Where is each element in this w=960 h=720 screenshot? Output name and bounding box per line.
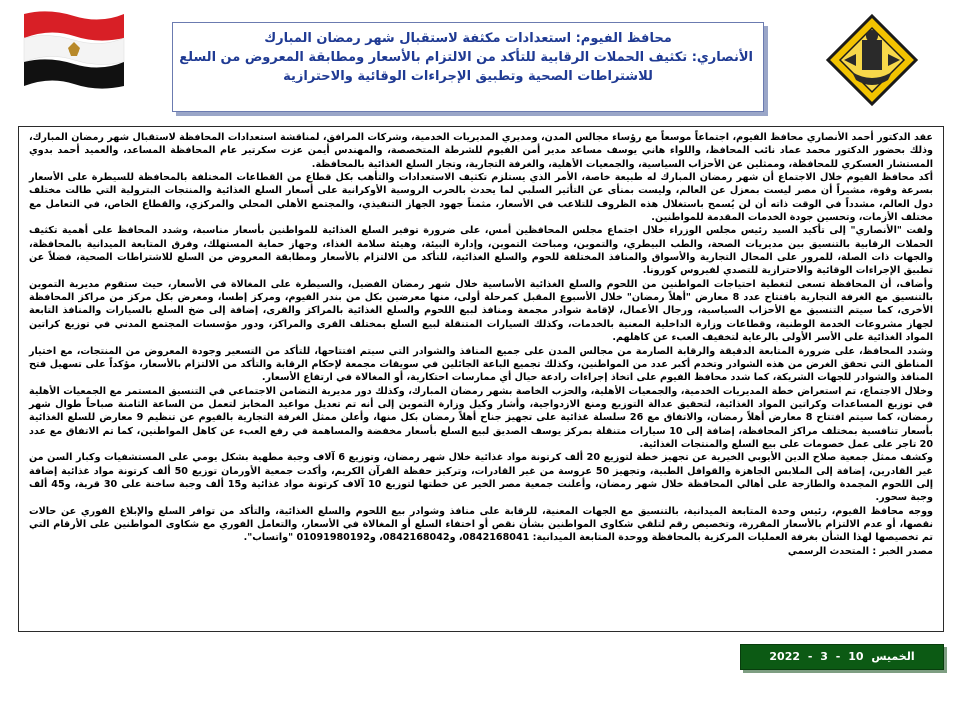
article-paragraph: ووجه محافظ الفيوم، رئيس وحدة المتابعة الميدانية، بالتنسيق مع الجهات المعنية، للرقابة على منافذ وشوادر بيع اللحوم والسلع الغذائية، والتأكد من توافر السلع والإبلاغ الفوري عن حالات نقصها، أو عدم الالتزام بالأسعار المقررة، وتخصيص رقم لتلقي شكاوى المواطنين بشأن نقص أو اختفاء السلع أو المغالاة في الأسعار، والتعامل الفوري مع شكاوى المواطنين على الأرقام التي تم تخصيصها لهذا الشأن بغرفة العمليات المركزية بالمحافظة ووحدة المتابعة الميدانية: 0842168041، و0842168042، و01091980192 "واتساب". — [29, 505, 933, 544]
article-paragraph: وخلال الاجتماع، تم استعراض خطة المديريات الخدمية، والجمعيات الأهلية، والحزب الخاصة بشهر رمضان المبارك، وكذلك دور مديرية التضامن الاجتماعي في التنسيق المستمر مع الجمعيات الأهلية في توزيع المساعدات وكراتين المواد الغذائية، لتحقيق عدالة التوزيع ومنع الازدواجية، وأشار وكيل وزارة التموين إلى أنه تم تعديل مواعيد المخابز لتعمل من الساعة الثامنة صباحاً طوال شهر رمضان، كما سيتم افتتاح 8 معارض أهلاً رمضان، والاتفاق مع 26 سلسلة غذائية على تجهيز جناح أهلاً رمضان بكل منها، وأعلن ممثل الغرفة التجارية بالفيوم عن تنظيم 9 معارض للسلع الغذائية بأسعار تنافسية بمختلف مراكز المحافظة، إضافة إلى 10 سيارات متنقلة بمركز يوسف الصديق لبيع السلع بأسعار مخفضة والمساهمة في رفع العبء عن كاهل المواطنين، كما تم الاتفاق مع عدد 20 تاجر على عمل خصومات على بيع السلع والمنتجات الغذائية. — [29, 385, 933, 450]
fayoum-governorate-emblem-icon — [822, 10, 922, 110]
article-paragraph: عقد الدكتور أحمد الأنصاري محافظ الفيوم، اجتماعاً موسعاً مع رؤساء مجالس المدن، ومديري المديريات الخدمية، وشركات المرافق، لمناقشة استعدادات المحافظة لاستقبال شهر رمضان المبارك، وذلك بحضور الدكتور محمد عماد نائب المحافظ، واللواء هاني يوسف مساعد مدير أمن الفيوم للشرطة المتخصصة، والمهندس أيمن عزت سكرتير عام المحافظة المساعد، والعميد أحمد بدوي المستشار العسكري للمحافظة، وممثلين عن الأحزاب السياسية، والجمعيات الأهلية، والغرفة التجارية، وتجار السلع الغذائية بالمحافظة. — [29, 132, 933, 170]
headline-box — [172, 22, 764, 112]
date-bar — [740, 644, 944, 670]
headline-line-2: الأنصاري: تكثيف الحملات الرقابية للتأكد من الالتزام بالأسعار ومطابقة المعروض من السلع — [179, 50, 753, 65]
article-paragraph: وشدد المحافظ، على ضرورة المتابعة الدقيقة والرقابة الصارمة من مجالس المدن على جميع المنافذ والشوادر التي سيتم افتتاحها، للتأكد من التسعير وجودة المعروض من المنتجات، مع اختيار المناطق التي تحقق الغرض من هذه الشوادر وتخدم أكبر عدد من المواطنين، وكذلك تجميع الباعة الجائلين في سويقات مجمعة لإحكام الرقابة والتأكد من الالتزام بالأسعار، مؤكداً على تسهيل فتح المنافذ والشوادر للجهات الشريكة، كما شدد محافظ الفيوم على اتخاذ إجراءات رادعة حيال أي ممارسات احتكارية، أو المغالاة في ارتفاع الأسعار. — [29, 345, 933, 384]
article-paragraph: وكشف ممثل جمعية صلاح الدين الأيوبي الخيرية عن تجهيز خطة لتوزيع 20 ألف كرتونة مواد غذائية خلال شهر رمضان، وتوزيع 6 آلاف وجبة مطهية بشكل يومي على المستشفيات وكبار السن من غير القادرين، إضافة إلى الملابس الجاهزة والقوافل الطبية، وتجهيز 50 عروسة من غير القادرات، وتركيز حفظة القرآن الكريم، وأكدت جمعية الأورمان توزيع 50 ألف كرتونة مواد غذائية إضافة إلى اللحوم المجمدة والطازجة على أهالي المحافظة خلال شهر رمضان، وأعلنت جمعية مصر الخير عن خطتها لتوزيع 10 آلاف كرتونة مواد غذائية و15 ألف وجبة ساخنة على 30 قرية، و45 ألف وجبة سحور. — [29, 452, 934, 504]
date-day: 10 — [848, 650, 864, 663]
article-paragraph: ولفت "الأنصاري" إلى تأكيد السيد رئيس مجلس الوزراء خلال اجتماع مجلس المحافظين أمس، على ضرورة توفير السلع الغذائية للمواطنين بأسعار مناسبة، وشدد المحافظ على أهمية تكثيف الحملات الرقابية بالتنسيق بين مديريات الصحة، والطب البيطري، والتموين، ومباحث التموين، وإدارة البيئة، وهيئة سلامة الغذاء، وجهاز حماية المستهلك، وفرق المتابعة الميدانية بالمحافظة، والجهات ذات الصلة، للمرور على المحال التجارية والأسواق والمنافذ المختلفة للحوم والسلع الغذائية، للتأكد من الالتزام بالأسعار ومطابقة المعروض من السلع للاشتراطات الصحية، فضلاً عن تطبيق الإجراءات الوقائية والاحترازية للتصدي لفيروس كورونا. — [29, 225, 933, 277]
article-source: مصدر الخبر : المتحدث الرسمي — [787, 545, 933, 557]
date-month: 3 — [820, 650, 828, 663]
date-day-name: الخميس — [871, 650, 915, 663]
date-year: 2022 — [769, 650, 801, 663]
headline-line-3: للاشتراطات الصحية وتطبيق الإجراءات الوقائية والاحترازية — [283, 69, 653, 84]
egypt-flag-icon — [18, 8, 130, 94]
date-separator: - — [835, 650, 841, 663]
date-separator: - — [807, 650, 813, 663]
headline-line-1: محافظ الفيوم: استعدادات مكثفة لاستقبال شهر رمضان المبارك — [264, 31, 672, 46]
article-paragraph: أكد محافظ الفيوم خلال الاجتماع أن شهر رمضان المبارك له طبيعة خاصة، الأمر الذي يستلزم تكثيف الاستعدادات والتأهب بكل قطاع من القطاعات المختلفة بالمحافظة للسيطرة على الأسعار بسرعة وقوة، مشيراً أن مصر ليست بمعزل عن العالم، وليست بمنأى عن التأثير السلبي لما يحدث بالحرب الروسية الأوكرانية على أسعار السلع الغذائية والمنتجات البترولية التي طالت مختلف دول العالم، مشدداً في الوقت ذاته أن لن يُسمح باستغلال هذه الظروف للتلاعب في الأسعار، مثمناً جهود الجهاز التنفيذي، والمجتمع الأهلي المحلي والمركزي، والقطاع الخاص، في التعامل مع مختلف الأزمات، وتحسين جودة الخدمات المقدمة للمواطنين. — [29, 172, 933, 224]
article-paragraph: وأضاف، أن المحافظة تسعى لتغطية احتياجات المواطنين من اللحوم والسلع الغذائية الأساسية خلال شهر رمضان الفضيل، والسيطرة على المغالاة في الأسعار، حيث ستقوم مديرية التموين بالتنسيق مع الغرفة التجارية بافتتاح عدد 8 معارض "أهلاً رمضان" خلال الأسبوع المقبل كمرحلة أولى، منها معرضين بكل من بندر الفيوم، ومركز إطسا، ومعرض بكل مركز من مراكز المحافظة الأخرى، كما سيتم التنسيق مع الأحزاب السياسية، ورجال الأعمال، لإقامة شوادر مجمعة ومنافذ لبيع اللحوم والسلع الغذائية بالمراكز والقرى، إضافة إلى ضخ السلع بالسيارات والمنافذ التابعة لجهاز مشروعات الخدمة الوطنية، وقطاعات وزارة الداخلية المعنية بالخدمات، وكذلك السيارات المتنقلة لبيع السلع بمختلف القرى والمراكز، ودور مؤسسات المجتمع المدني في توزيع كراتين المواد الغذائية على الأسر الأولى بالرعاية لتخفيف العبء عن كاهلهم. — [29, 278, 933, 344]
article-body — [18, 126, 944, 632]
